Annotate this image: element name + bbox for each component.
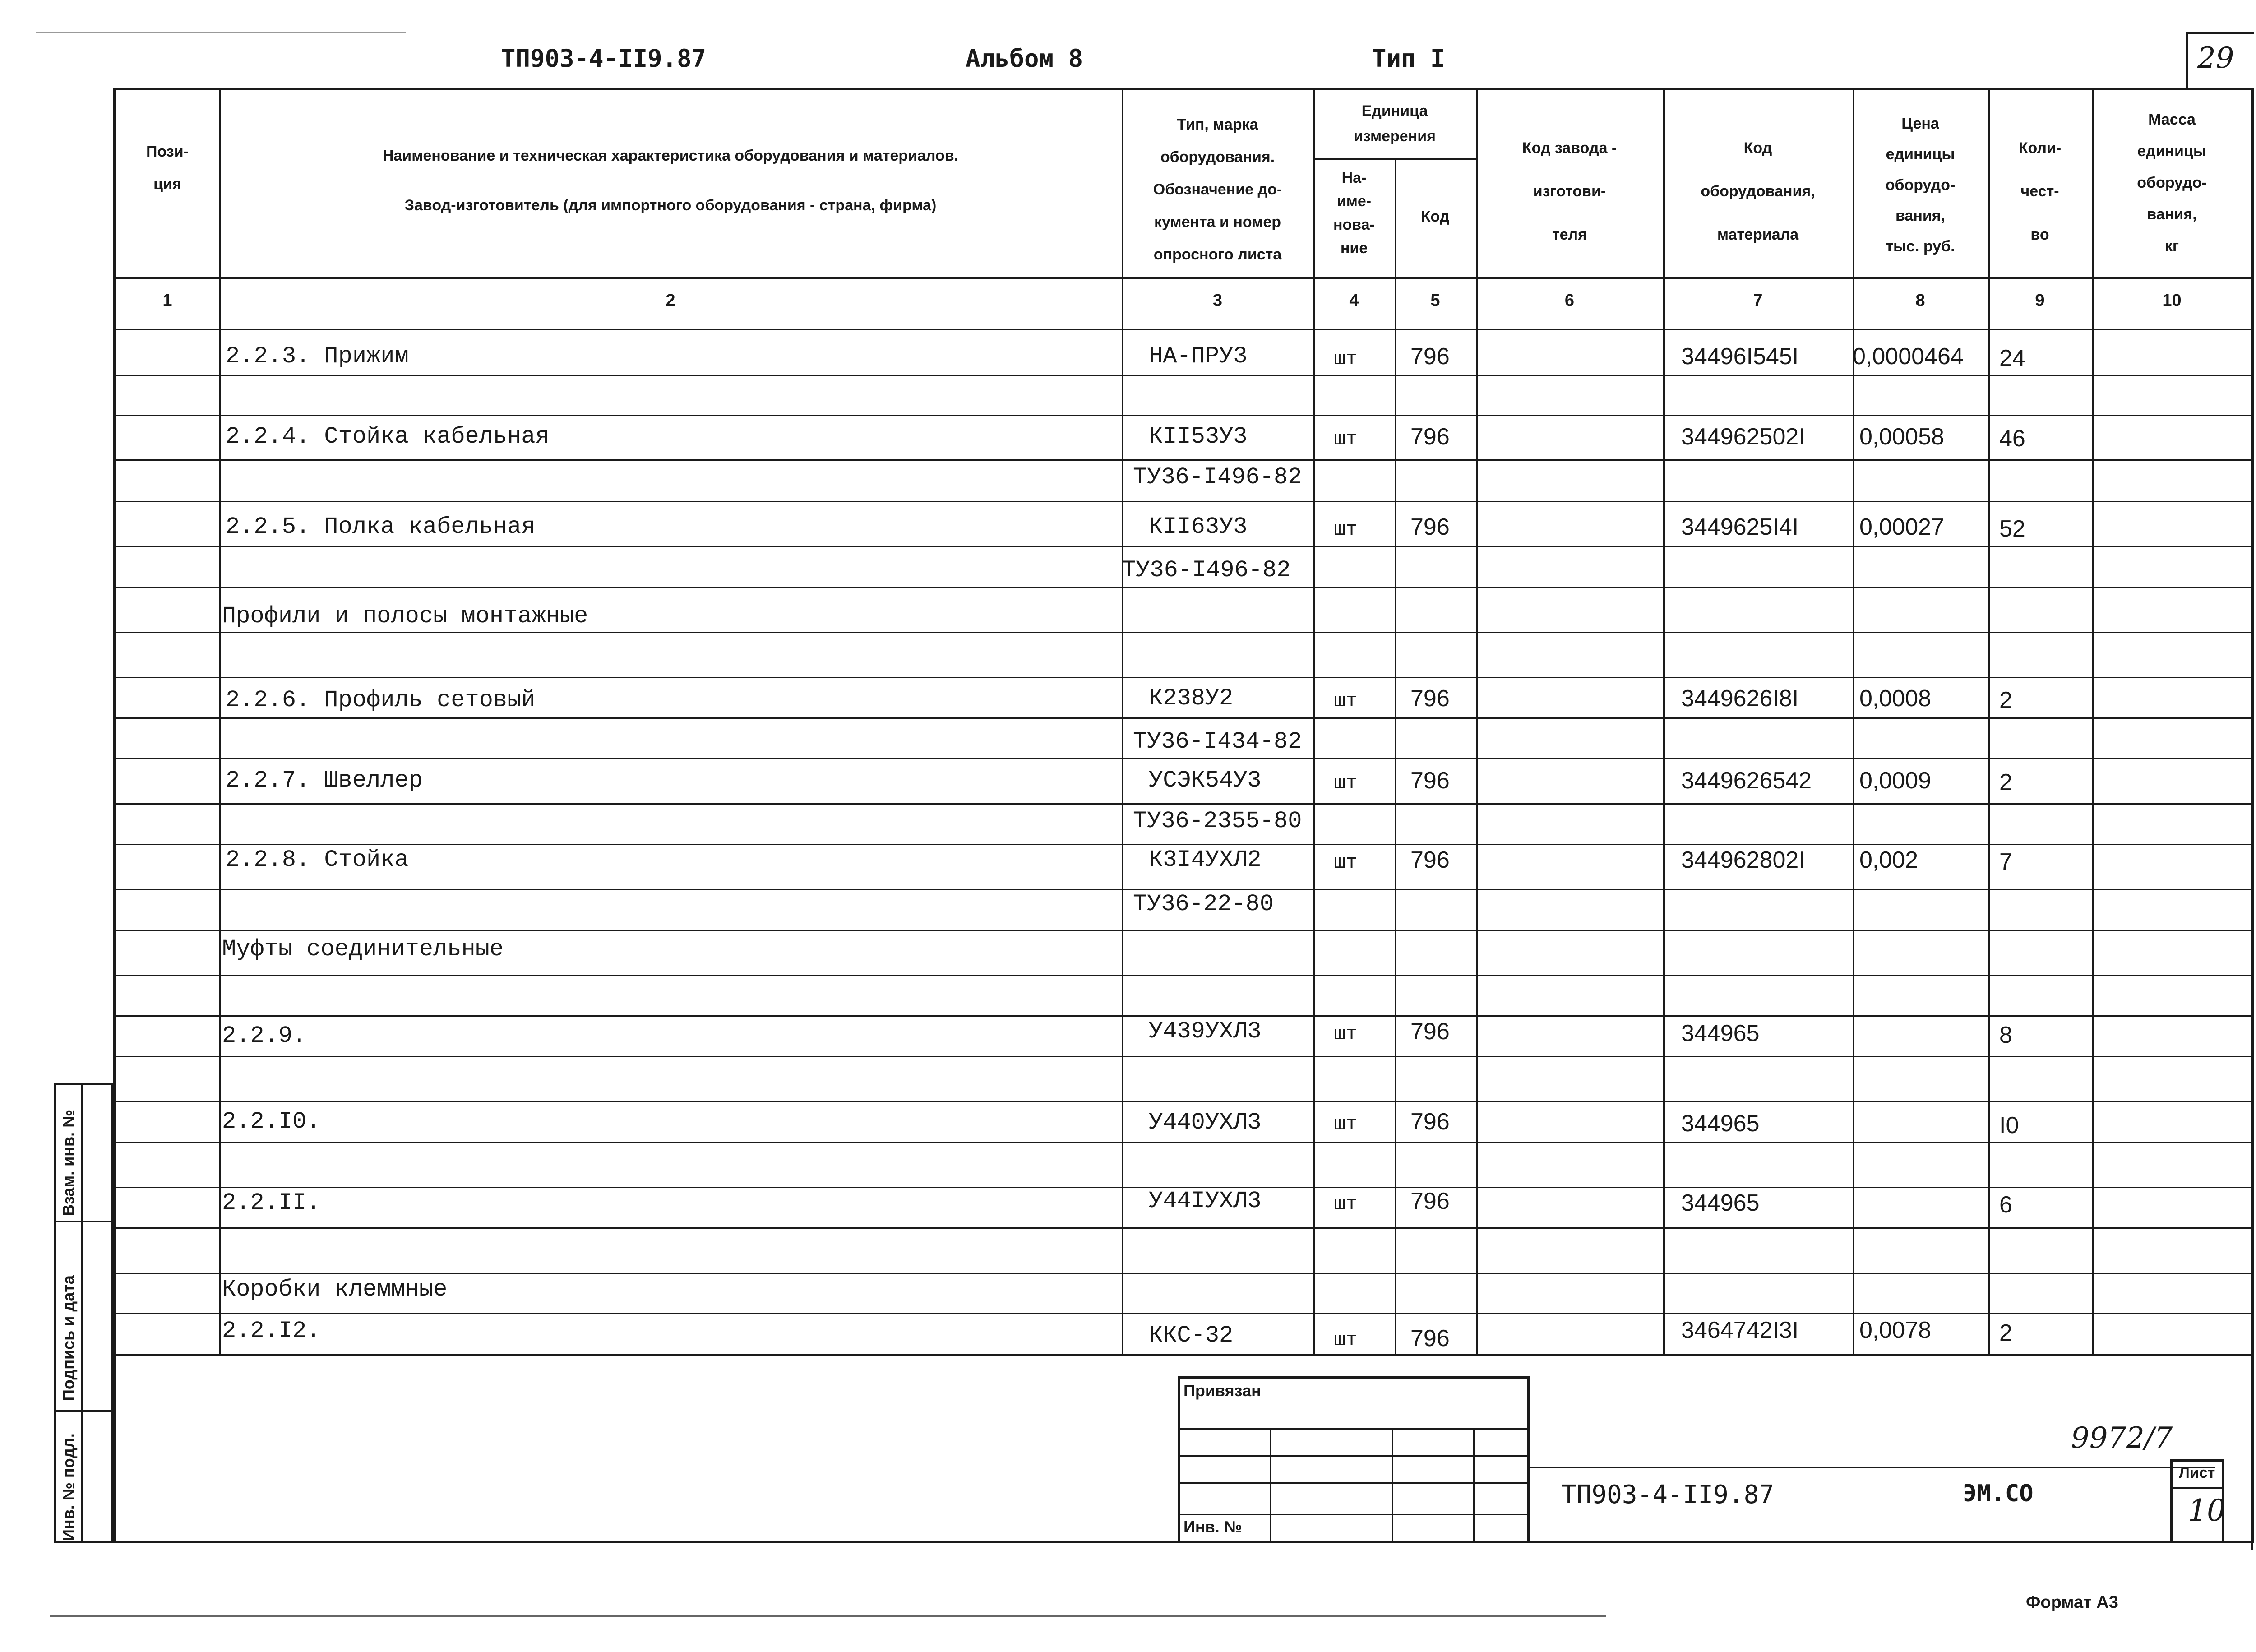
item-unit: шт — [1334, 518, 1358, 541]
row-rule — [116, 717, 2251, 719]
item-unit-code: 796 — [1410, 424, 1450, 450]
head-unit-group: Единица измерения — [1354, 102, 1436, 145]
stamp-rule — [1180, 1428, 1527, 1430]
item-type-doc: ТУ36-2355-80 — [1133, 808, 1302, 834]
colnum-4: 4 — [1349, 291, 1359, 310]
colnum-6: 6 — [1564, 291, 1575, 310]
item-price: 0,0008 — [1859, 685, 1932, 712]
item-unit-code: 796 — [1410, 1188, 1450, 1214]
item-unit-code: 796 — [1410, 1325, 1450, 1351]
row-rule — [116, 1273, 2251, 1274]
side-vzam-label: Взам. инв. № — [59, 1109, 78, 1216]
item-type-doc: ТУ36-I496-82 — [1122, 557, 1291, 583]
head-factory-code: Код завода - изготови- теля — [1522, 139, 1617, 243]
item-type: У440УХЛ3 — [1149, 1109, 1262, 1136]
item-type-doc: ТУ36-I434-82 — [1133, 728, 1302, 755]
side-inv-podl-label: Инв. № подл. — [59, 1433, 78, 1541]
item-code: 3449626542 — [1681, 768, 1812, 794]
format-label: Формат А3 — [2026, 1593, 2118, 1612]
row-rule — [116, 1227, 2251, 1229]
attached-stamp — [1178, 1376, 1530, 1543]
row-rule — [116, 1142, 2251, 1143]
sheet-label: Лист — [2179, 1464, 2215, 1481]
stamp-col — [1270, 1428, 1271, 1541]
item-price: 0,002 — [1859, 847, 1919, 873]
colnum-1: 1 — [162, 291, 172, 310]
item-type: К3I4УХЛ2 — [1149, 847, 1262, 873]
stamp-rule — [1180, 1482, 1527, 1484]
item-unit: шт — [1334, 690, 1358, 713]
side-col-rule — [81, 1085, 83, 1541]
item-price: 0,0009 — [1859, 768, 1932, 794]
item-type: КII53У3 — [1149, 423, 1248, 450]
colnum-9: 9 — [2035, 291, 2045, 310]
item-code: 344962502I — [1681, 424, 1805, 450]
head-equipment-code: Код оборудования, материала — [1701, 139, 1815, 243]
item-name: 2.2.9. — [222, 1023, 307, 1049]
item-name: 2.2.3. Прижим — [226, 343, 409, 370]
item-type: УСЭК54У3 — [1149, 767, 1262, 794]
item-unit: шт — [1334, 348, 1358, 370]
item-qty: 2 — [1999, 1320, 2012, 1346]
item-code: 344965 — [1681, 1190, 1760, 1216]
attached-label: Привязан — [1183, 1381, 1261, 1400]
item-qty: 2 — [1999, 687, 2012, 713]
item-unit-code: 796 — [1410, 768, 1450, 794]
side-row-rule — [56, 1410, 111, 1412]
item-type-doc: ТУ36-22-80 — [1133, 891, 1274, 917]
head-unit-code: Код — [1421, 208, 1450, 225]
sheet-number: 10 — [2188, 1493, 2226, 1528]
section-heading: Коробки клеммные — [222, 1276, 448, 1303]
stamp-rule — [1180, 1514, 1527, 1515]
item-unit: шт — [1334, 772, 1358, 795]
top-rule-left — [36, 32, 406, 33]
item-unit-code: 796 — [1410, 685, 1450, 712]
row-rule — [116, 587, 2251, 588]
item-unit-code: 796 — [1410, 847, 1450, 873]
item-code: 3464742I3I — [1681, 1317, 1799, 1343]
item-unit: шт — [1334, 1023, 1358, 1046]
head-mass: Масса единицы оборудо- вания, кг — [2137, 111, 2207, 255]
head-type: Тип, марка оборудования. Обозначение до- кумента и номер опросного листа — [1153, 116, 1282, 263]
item-name: 2.2.8. Стойка — [226, 847, 409, 873]
item-name: 2.2.4. Стойка кабельная — [226, 423, 550, 450]
section-heading: Муфты соединительные — [222, 936, 504, 963]
doc-code-header: ТП903-4-II9.87 — [501, 44, 707, 73]
item-unit: шт — [1334, 1193, 1358, 1215]
item-qty: 8 — [1999, 1022, 2012, 1048]
type-label: Тип I — [1372, 44, 1445, 73]
item-type: К238У2 — [1149, 685, 1234, 712]
item-name: 2.2.6. Профиль сетовый — [226, 687, 536, 713]
item-name: 2.2.II. — [222, 1189, 321, 1216]
album-label: Альбом 8 — [966, 44, 1083, 73]
col-sep-4 — [1395, 158, 1396, 1354]
item-name: 2.2.I0. — [222, 1108, 321, 1135]
item-type-doc: ТУ36-I496-82 — [1133, 464, 1302, 491]
row-rule — [116, 803, 2251, 805]
item-code: 3449626I8I — [1681, 685, 1799, 712]
item-unit: шт — [1334, 1113, 1358, 1136]
item-code: 34496I545I — [1681, 343, 1799, 370]
item-code: 344965 — [1681, 1020, 1760, 1046]
stamp-col — [1473, 1428, 1475, 1541]
item-code: 3449625I4I — [1681, 514, 1799, 540]
item-type: ККС-32 — [1149, 1322, 1234, 1349]
row-rule — [116, 844, 2251, 845]
item-name: 2.2.7. Швеллер — [226, 767, 423, 794]
row-rule — [116, 632, 2251, 633]
colnum-7: 7 — [1753, 291, 1763, 310]
row-rule — [116, 889, 2251, 890]
item-code: 344965 — [1681, 1111, 1760, 1137]
stamp-col — [1392, 1428, 1393, 1541]
side-row-rule — [56, 1221, 111, 1222]
item-name: 2.2.I2. — [222, 1318, 321, 1344]
item-price: 0,00027 — [1859, 514, 1944, 540]
item-unit-code: 796 — [1410, 1109, 1450, 1135]
colnum-8: 8 — [1915, 291, 1925, 310]
item-unit-code: 796 — [1410, 343, 1450, 370]
unit-group-rule — [1313, 158, 1476, 160]
colnum-10: 10 — [2162, 291, 2182, 310]
head-price: Цена единицы оборудо- вания, тыс. руб. — [1885, 115, 1956, 255]
sheet-rule — [2173, 1487, 2222, 1489]
side-podpis-label: Подпись и дата — [59, 1275, 78, 1401]
row-rule — [116, 1313, 2251, 1314]
item-unit: шт — [1334, 1329, 1358, 1351]
inv-label: Инв. № — [1183, 1518, 1242, 1536]
item-unit-code: 796 — [1410, 1018, 1450, 1045]
sheet-box — [2170, 1459, 2224, 1543]
row-rule — [116, 758, 2251, 759]
bottom-rule — [50, 1615, 1606, 1617]
item-type: КII63У3 — [1149, 514, 1248, 540]
colnum-2: 2 — [666, 291, 675, 310]
row-rule — [116, 1101, 2251, 1102]
head-position: Пози- ция — [146, 143, 189, 193]
row-rule — [116, 546, 2251, 547]
item-qty: 2 — [1999, 769, 2012, 796]
item-type: У44IУХЛ3 — [1149, 1188, 1262, 1214]
row-rule — [116, 375, 2251, 376]
item-price: 0,0000464 — [1853, 343, 1964, 370]
item-qty: I0 — [1999, 1112, 2019, 1138]
item-qty: 24 — [1999, 345, 2025, 371]
handwritten-number: 9972/7 — [2071, 1421, 2173, 1455]
row-rule — [116, 459, 2251, 461]
row-rule — [116, 1056, 2251, 1057]
head-name: Наименование и техническая характеристика оборудования и материалов. Завод-изготовитель (для импортного оборудования - страна, фирма) — [382, 147, 959, 214]
item-qty: 7 — [1999, 849, 2012, 875]
section-heading: Профили и полосы монтажные — [222, 603, 588, 629]
head-unit-name: На- име- нова- ние — [1333, 169, 1375, 257]
row-rule — [116, 930, 2251, 931]
title-doc-code: ТП903-4-II9.87 — [1561, 1480, 1775, 1509]
side-approval-strip — [54, 1083, 113, 1543]
item-name: 2.2.5. Полка кабельная — [226, 514, 536, 540]
stamp-rule — [1180, 1455, 1527, 1457]
specification-table — [113, 88, 2254, 1356]
item-type: У439УХЛ3 — [1149, 1018, 1262, 1045]
item-price: 0,00058 — [1859, 424, 1944, 450]
item-qty: 52 — [1999, 516, 2025, 542]
item-price: 0,0078 — [1859, 1317, 1932, 1343]
item-unit: шт — [1334, 428, 1358, 451]
item-qty: 46 — [1999, 426, 2025, 452]
title-mark: ЭМ.СО — [1963, 1480, 2034, 1507]
row-rule — [116, 415, 2251, 416]
head-quantity: Коли- чест- во — [2018, 139, 2062, 243]
row-rule — [116, 677, 2251, 678]
page-number: 29 — [2197, 42, 2234, 75]
row-rule — [116, 1015, 2251, 1017]
colnum-5: 5 — [1430, 291, 1440, 310]
row-rule — [116, 975, 2251, 976]
title-block-rule — [1530, 1467, 2215, 1468]
colnum-3: 3 — [1212, 291, 1223, 310]
colnum-rule — [116, 329, 2251, 330]
item-unit-code: 796 — [1410, 514, 1450, 540]
item-qty: 6 — [1999, 1192, 2012, 1218]
row-rule — [116, 501, 2251, 502]
item-type: НА-ПРУ3 — [1149, 343, 1248, 370]
item-unit: шт — [1334, 851, 1358, 874]
item-code: 344962802I — [1681, 847, 1805, 873]
